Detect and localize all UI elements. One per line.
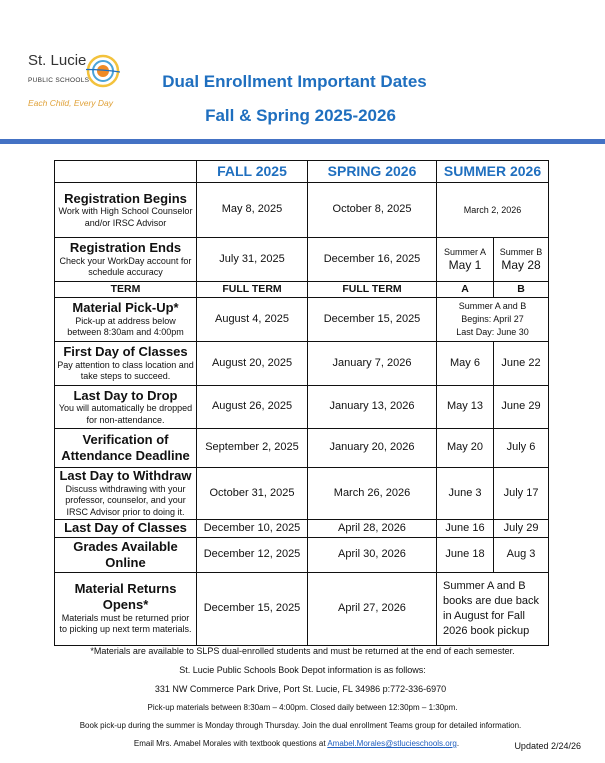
- header-fall: FALL 2025: [197, 161, 308, 183]
- row-label: Material Pick-Up* Pick-up at address below between 8:30am and 4:00pm: [55, 298, 197, 342]
- table-row: [55, 183, 549, 238]
- header-row: [55, 161, 549, 183]
- summer-b-date: Summer B May 28: [494, 238, 549, 282]
- summer-b-date: June 29: [494, 386, 549, 429]
- fall-date: December 12, 2025: [197, 537, 308, 572]
- summer-a-date: June 3: [437, 468, 494, 520]
- fall-date: December 10, 2025: [197, 519, 308, 537]
- spring-date: April 30, 2026: [308, 537, 437, 572]
- term-fall: FULL TERM: [197, 282, 308, 298]
- updated-date: Updated 2/24/26: [514, 741, 581, 751]
- pickup-hours: Pick-up materials between 8:30am – 4:00pm. Closed daily between 12:30pm – 1:30pm.: [147, 703, 458, 712]
- table-row: [55, 342, 549, 386]
- footnote: *Materials are available to SLPS dual-enrolled students and must be returned at the end of each semester.: [90, 646, 515, 656]
- depot-address: 331 NW Commerce Park Drive, Port St. Lucie, FL 34986 p:772-336-6970: [154, 684, 447, 694]
- logo-subtitle: PUBLIC SCHOOLS: [28, 77, 90, 84]
- table-row: [55, 537, 549, 572]
- spring-date: April 28, 2026: [308, 519, 437, 537]
- table-row: [55, 238, 549, 282]
- table-row: [55, 298, 549, 342]
- table-row: [55, 468, 549, 520]
- logo-tagline: Each Child, Every Day: [28, 98, 114, 108]
- spring-date: April 27, 2026: [308, 572, 437, 645]
- fall-date: December 15, 2025: [197, 572, 308, 645]
- header-blank: [55, 161, 197, 183]
- email-line: Email Mrs. Amabel Morales with textbook questions at Amabel.Morales@stlucieschools.org.: [133, 739, 460, 748]
- spring-date: March 26, 2026: [308, 468, 437, 520]
- summer-a-date: June 18: [437, 537, 494, 572]
- term-row: [55, 282, 549, 298]
- page-title: Dual Enrollment Important Dates: [162, 72, 427, 91]
- table-row: [55, 572, 549, 645]
- row-label: Last Day of Classes: [55, 519, 197, 537]
- table-row: [55, 386, 549, 429]
- summer-a-date: June 16: [437, 519, 494, 537]
- summer-date: Summer A and B Begins: April 27 Last Day: June 30: [437, 298, 549, 342]
- page-subtitle: Fall & Spring 2025-2026: [205, 106, 396, 125]
- summer-a-date: May 6: [437, 342, 494, 386]
- header-spring: SPRING 2026: [308, 161, 437, 183]
- email-link[interactable]: Amabel.Morales@stlucieschools.org: [327, 739, 457, 748]
- spring-date: December 15, 2025: [308, 298, 437, 342]
- table-row: [55, 429, 549, 468]
- row-label: Last Day to Withdraw Discuss withdrawing with your professor, counselor, and your IRSC Advisor prior to doing it.: [55, 468, 197, 520]
- summer-date: March 2, 2026: [437, 183, 549, 238]
- spring-date: January 13, 2026: [308, 386, 437, 429]
- spring-date: December 16, 2025: [308, 238, 437, 282]
- spring-date: January 7, 2026: [308, 342, 437, 386]
- email-text: Email Mrs. Amabel Morales with textbook questions at: [133, 739, 328, 748]
- fall-date: August 20, 2025: [197, 342, 308, 386]
- summer-b-date: July 29: [494, 519, 549, 537]
- term-spring: FULL TERM: [308, 282, 437, 298]
- term-a: A: [437, 282, 494, 298]
- logo-name: St. Lucie: [28, 52, 87, 69]
- fall-date: May 8, 2025: [197, 183, 308, 238]
- term-label: TERM: [55, 282, 197, 298]
- dates-table: [54, 160, 549, 646]
- summer-b-date: July 17: [494, 468, 549, 520]
- row-label: Grades Available Online: [55, 537, 197, 572]
- row-label: Verification of Attendance Deadline: [55, 429, 197, 468]
- fall-date: September 2, 2025: [197, 429, 308, 468]
- table-row: [55, 519, 549, 537]
- summer-a-date: May 20: [437, 429, 494, 468]
- header-summer: SUMMER 2026: [437, 161, 549, 183]
- spring-date: October 8, 2025: [308, 183, 437, 238]
- summer-b-date: July 6: [494, 429, 549, 468]
- summer-b-date: June 22: [494, 342, 549, 386]
- row-label: Registration Begins Work with High School Counselor and/or IRSC Advisor: [55, 183, 197, 238]
- depot-info: St. Lucie Public Schools Book Depot information is as follows:: [179, 665, 426, 675]
- row-label: Registration Ends Check your WorkDay account for schedule accuracy: [55, 238, 197, 282]
- divider: [0, 139, 605, 144]
- row-label: Material Returns Opens* Materials must be returned prior to picking up next term materials.: [55, 572, 197, 645]
- summer-b-date: Aug 3: [494, 537, 549, 572]
- fall-date: August 26, 2025: [197, 386, 308, 429]
- summer-note: Summer A and B books are due back in August for Fall 2026 book pickup: [437, 572, 549, 645]
- fall-date: August 4, 2025: [197, 298, 308, 342]
- row-label: First Day of Classes Pay attention to class location and take steps to succeed.: [55, 342, 197, 386]
- fall-date: October 31, 2025: [197, 468, 308, 520]
- spring-date: January 20, 2026: [308, 429, 437, 468]
- summer-a-date: May 13: [437, 386, 494, 429]
- term-b: B: [494, 282, 549, 298]
- summer-a-date: Summer A May 1: [437, 238, 494, 282]
- row-label: Last Day to Drop You will automatically be dropped for non-attendance.: [55, 386, 197, 429]
- fall-date: July 31, 2025: [197, 238, 308, 282]
- summer-info: Book pick-up during the summer is Monday through Thursday. Join the dual enrollment Teams group for detailed information.: [79, 721, 522, 730]
